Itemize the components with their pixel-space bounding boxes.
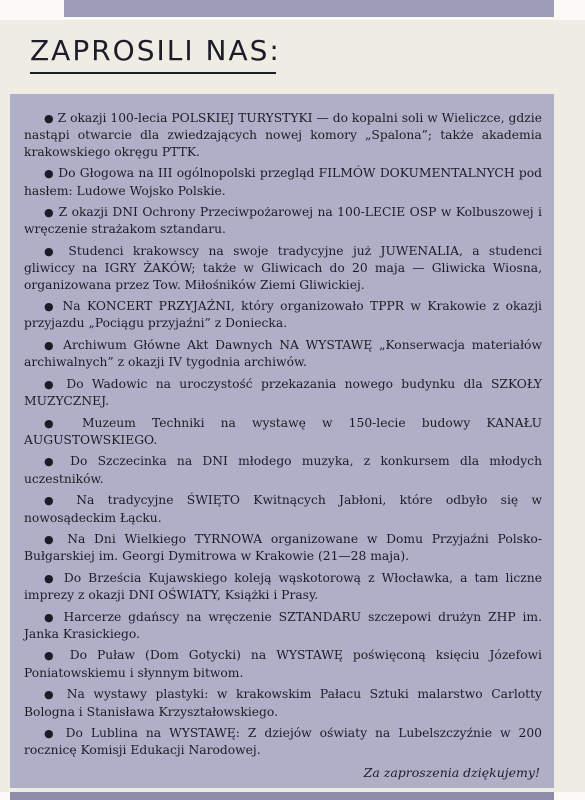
invitation-text: Muzeum Techniki na wystawę w 150-lecie budowy KANAŁU AUGUSTOWSKIEGO. <box>24 415 542 447</box>
invitation-item <box>24 725 542 759</box>
invitation-text: Harcerze gdańscy na wręczenie SZTANDARU szczepowi drużyn ZHP im. Janka Krasickiego. <box>24 609 542 641</box>
invitation-item <box>24 376 542 410</box>
invitation-text: Na Dni Wielkiego TYRNOWA organizowane w Domu Przyjaźni Polsko-Bułgarskiej im. Georgi Dymitrowa w Krakowie (21—28 maja). <box>24 531 542 564</box>
bottom-edge-band <box>0 792 585 800</box>
invitation-item <box>24 686 542 720</box>
invitation-item <box>24 492 542 526</box>
section-title: ZAPROSILI NAS: <box>30 34 281 67</box>
invitation-text: Na KONCERT PRZYJAŹNI, który organizowało TPPR w Krakowie z okazji przyjazdu „Pociągu przyjaźni” z Doniecka. <box>24 299 542 331</box>
bullet-icon: ● <box>44 571 57 585</box>
invitation-item <box>24 110 542 160</box>
invitation-text: Z okazji DNI Ochrony Przeciwpożarowej na 100-LECIE OSP w Kolbuszowej i wręczenie strażakom sztandaru. <box>24 205 542 237</box>
invitation-text: Z okazji 100-lecia POLSKIEJ TURYSTYKI — do kopalni soli w Wieliczce, gdzie nastąpi otwarcie dla zwiedzających nowej komory „Spalona”; także akademia krakowskiego okręgu PTTK. <box>24 111 542 159</box>
invitation-text: Studenci krakowscy na swoje tradycyjne już JUWENALIA, a studenci gliwiccy na IGRY ŻAKÓW; także w Gliwicach do 20 maja — Gliwicka Wiosna, organizowana przez Tow. Miłośników Ziemi Gliwickiej. <box>24 243 542 292</box>
title-underline <box>30 72 276 74</box>
next-panel-edge <box>10 792 554 800</box>
invitation-item <box>24 570 542 604</box>
invitations-list <box>24 110 542 759</box>
invitation-item <box>24 243 542 293</box>
bullet-icon: ● <box>44 300 57 314</box>
invitation-text: Do Brześcia Kujawskiego koleją wąskotorową z Włocławka, a tam liczne imprezy z okazji DNI OŚWIATY, Książki i Prasy. <box>24 570 542 603</box>
closing-thanks: Za zaproszenia dziękujemy! <box>363 764 540 780</box>
invitation-item <box>24 647 542 681</box>
invitations-box <box>10 94 554 788</box>
top-edge-band <box>0 0 585 20</box>
invitation-item <box>24 165 542 199</box>
invitation-text: Do Głogowa na III ogólnopolski przegląd FILMÓW DOKUMENTALNYCH pod hasłem: Ludowe Wojsko Polskie. <box>24 166 542 198</box>
bullet-icon: ● <box>44 688 59 702</box>
bullet-icon: ● <box>44 167 54 181</box>
invitation-item <box>24 204 542 238</box>
invitation-text: Archiwum Główne Akt Dawnych NA WYSTAWĘ „Konserwacja materiałów archiwalnych” z okazji IV tygodnia archiwów. <box>24 337 542 370</box>
bullet-icon: ● <box>44 338 57 352</box>
bullet-icon: ● <box>44 112 54 125</box>
invitation-item <box>24 609 542 643</box>
invitation-item <box>24 531 542 565</box>
bullet-icon: ● <box>44 416 66 430</box>
bullet-icon: ● <box>44 649 60 663</box>
bullet-icon: ● <box>44 727 58 740</box>
bullet-icon: ● <box>44 206 55 220</box>
invitation-item <box>24 337 542 371</box>
invitation-text: Do Wadowic na uroczystość przekazania nowego budynku dla SZKOŁY MUZYCZNEJ. <box>24 376 542 409</box>
invitation-text: Do Puław (Dom Gotycki) na WYSTAWĘ poświęconą księciu Józefowi Poniatowskiemu i słynnym bitwom. <box>24 648 542 680</box>
invitation-item <box>24 298 542 332</box>
bullet-icon: ● <box>44 610 57 624</box>
bullet-icon: ● <box>44 455 60 469</box>
invitation-text: Do Szczecinka na DNI młodego muzyka, z konkursem dla młodych uczestników. <box>24 454 542 486</box>
invitation-text: Na tradycyjne ŚWIĘTO Kwitnących Jabłoni, które odbyło się w nowosądeckim Łącku. <box>24 493 542 525</box>
bullet-icon: ● <box>44 532 59 546</box>
bullet-icon: ● <box>44 494 63 508</box>
invitation-text: Na wystawy plastyki: w krakowskim Pałacu Sztuki malarstwo Carlotty Bologna i Stanisława Krzyształowskiego. <box>24 687 542 719</box>
invitation-item <box>24 415 542 449</box>
previous-panel-edge <box>64 0 554 17</box>
invitation-item <box>24 453 542 487</box>
bullet-icon: ● <box>44 244 60 258</box>
bullet-icon: ● <box>44 377 59 391</box>
invitation-text: Do Lublina na WYSTAWĘ: Z dziejów oświaty na Lubelszczyźnie w 200 rocznicę Komisji Edukacji Narodowej. <box>24 726 542 758</box>
